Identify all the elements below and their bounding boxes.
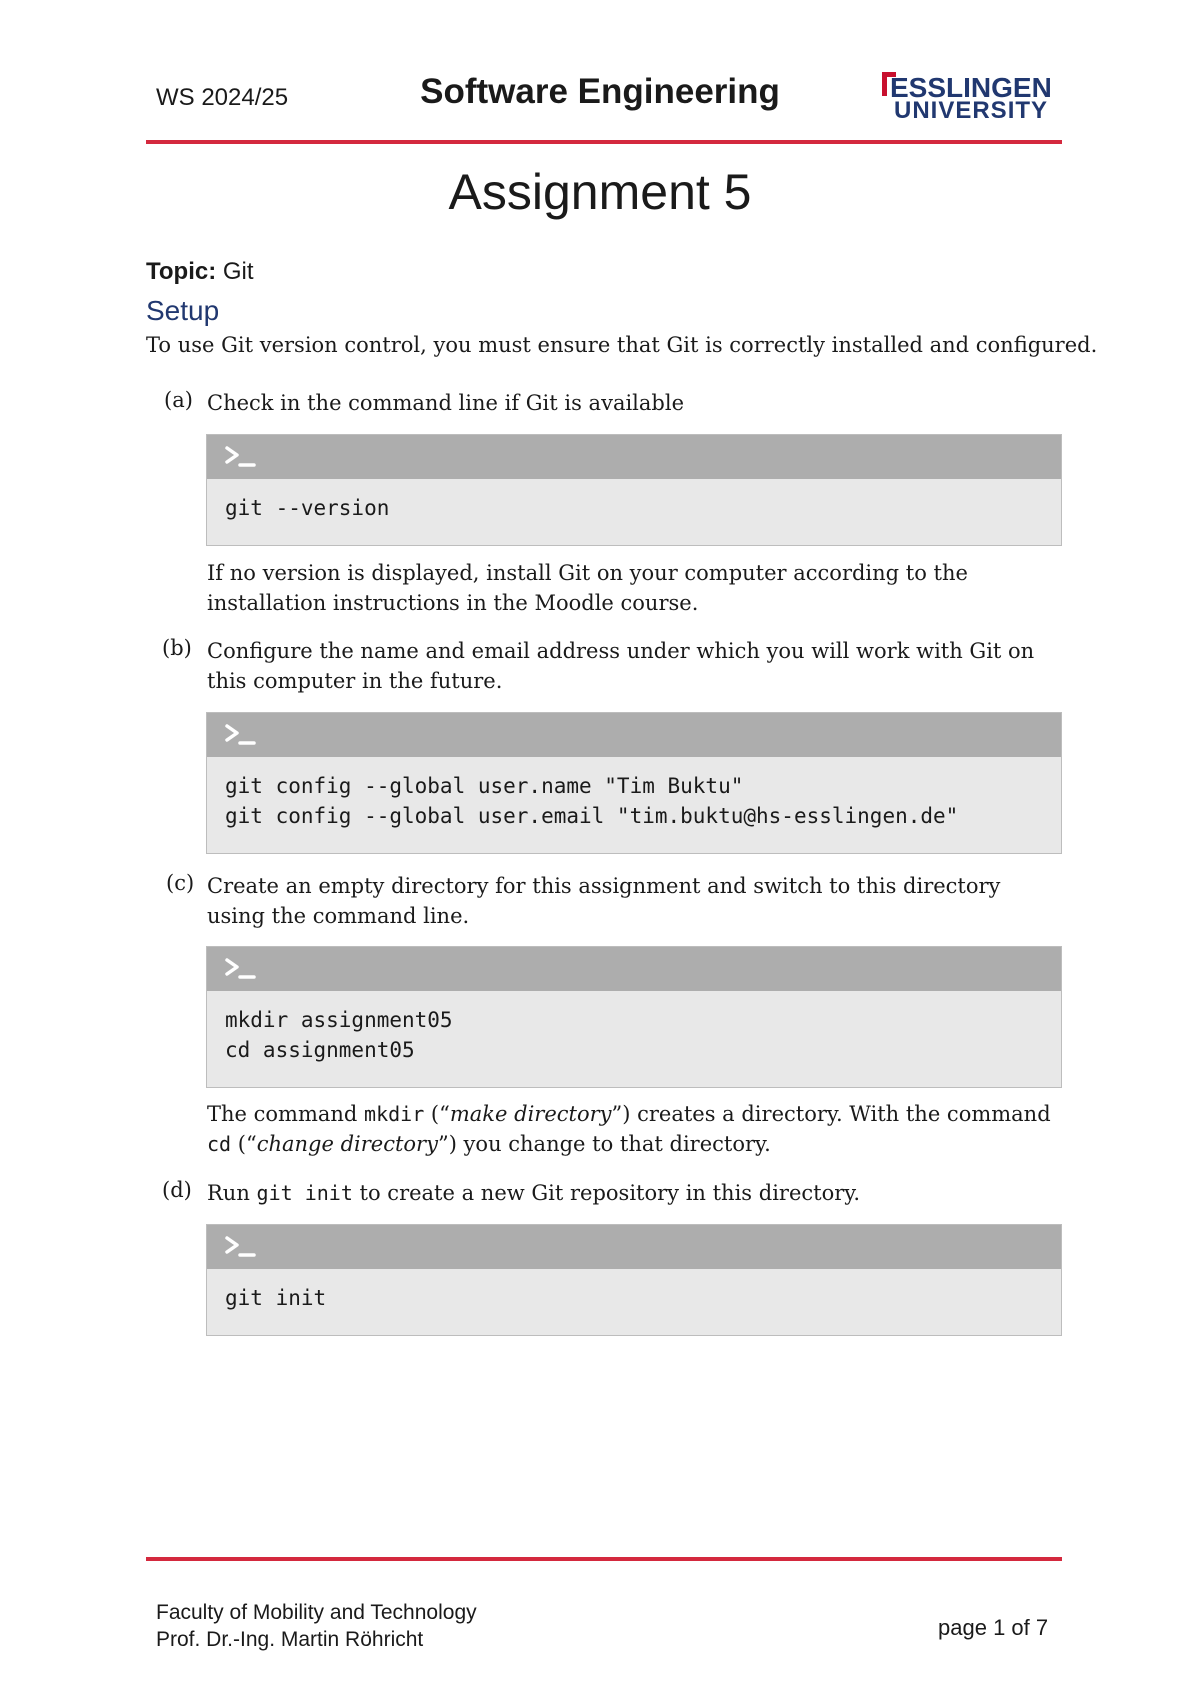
code-block-header [207,1225,1061,1269]
inline-code: cd [207,1132,232,1156]
terminal-prompt-icon [223,444,259,470]
page-mid: of [1005,1615,1036,1640]
item-a-text: Check in the command line if Git is available [207,391,685,415]
page-number [938,1615,1048,1641]
course-title: Software Engineering [420,72,780,111]
item-c-text: Create an empty directory for this assignment and switch to this directory using the command line. [207,874,1001,928]
terminal-prompt-icon [223,956,259,982]
item-text: to create a new Git repository in this directory. [352,1181,861,1205]
topic-label: Topic: [146,258,217,285]
page-current: 1 [993,1615,1006,1640]
item-text: Run [207,1181,257,1205]
code-block-header [207,435,1061,479]
note-text: (“ [231,1132,257,1156]
code-content: git --version [225,496,390,520]
footer-professor: Prof. Dr.-Ing. Martin Röhricht [156,1628,424,1651]
intro-paragraph: To use Git version control, you must ensure that Git is correctly installed and configured. [146,333,1098,357]
page-total: 7 [1035,1615,1049,1640]
topic-value: Git [222,258,254,285]
item-a-label: (a) [164,388,193,412]
item-b-text: Configure the name and email address under which you will work with Git on this computer in the future. [207,639,1035,693]
item-c-label: (c) [166,871,195,895]
note-text: ”) creates a directory. With the command [611,1102,1051,1126]
topic-line [146,258,254,286]
note-italic: make directory [449,1102,612,1126]
logo-line2: UNIVERSITY [894,97,1049,124]
note-text: (“ [424,1102,450,1126]
code-content: git init [225,1286,327,1310]
code-block-c [206,946,1062,1088]
footer-faculty: Faculty of Mobility and Technology [156,1601,477,1624]
section-heading: Setup [146,295,220,326]
item-b-label: (b) [162,636,192,660]
note-text: ”) you change to that directory. [437,1132,771,1156]
note-italic: change directory [256,1132,438,1156]
code-content: mkdir assignment05 cd assignment05 [225,1008,453,1062]
code-block-header [207,713,1061,757]
code-block-b [206,712,1062,854]
item-c-note [207,1099,1063,1159]
terminal-prompt-icon [223,1234,259,1260]
code-block-d [206,1224,1062,1336]
code-block-header [207,947,1061,991]
footer-divider [146,1557,1062,1561]
item-d-label: (d) [162,1178,192,1202]
note-text: The command [207,1102,365,1126]
terminal-prompt-icon [223,722,259,748]
item-d-text [207,1178,1063,1208]
semester-label: WS 2024/25 [156,84,289,111]
code-block-a [206,434,1062,546]
item-a-note: If no version is displayed, install Git on your computer according to the installation instructions in the Moodle course. [207,561,968,615]
inline-code: git init [256,1181,353,1205]
header-divider [146,140,1062,144]
page-title: Assignment 5 [448,164,752,220]
code-content: git config --global user.name "Tim Buktu" git config --global user.email "tim.buktu@hs-esslingen.de" [225,774,959,828]
university-logo [882,72,1052,124]
inline-code: mkdir [364,1102,425,1126]
logo-line1: ESSLINGEN [890,72,1052,103]
page-prefix: page [938,1615,994,1640]
